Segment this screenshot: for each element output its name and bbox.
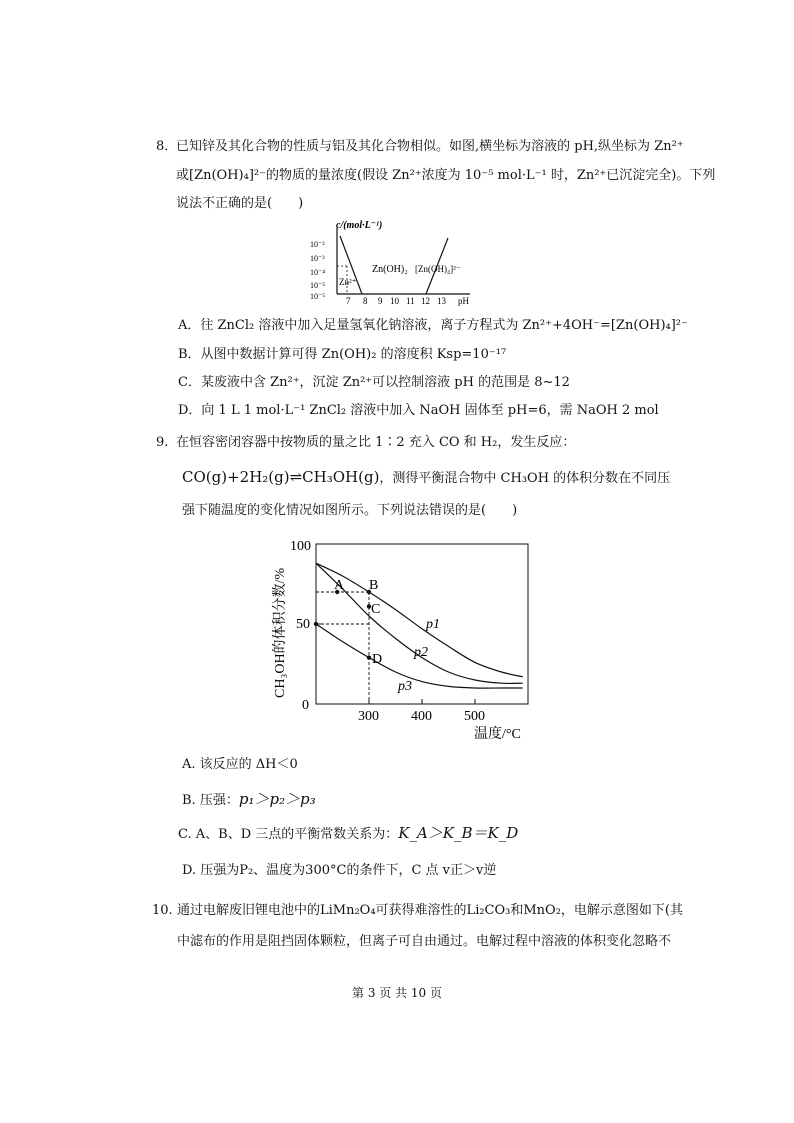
q9-methanol-chart xyxy=(262,530,540,745)
q8-option-a: A．往 ZnCl₂ 溶液中加入足量氢氧化钠溶液，离子方程式为 Zn²⁺+4OH⁻=[Zn(OH)₄]²⁻ xyxy=(178,318,688,333)
q9-ytick-100: 100 xyxy=(290,539,311,554)
q9-option-c xyxy=(178,824,518,844)
q8-ytick: 10⁻³ xyxy=(310,254,325,263)
q9-option-b xyxy=(182,790,316,810)
q9-equation: CO(g)+2H₂(g)⇌CH₃OH(g) xyxy=(182,468,380,486)
q9-point-label-d: D xyxy=(372,652,383,667)
q9-ytick-50: 50 xyxy=(296,617,310,632)
q9-xtick-300: 300 xyxy=(358,709,379,724)
q9-stem-line3: 强下随温度的变化情况如图所示。下列说法错误的是( ) xyxy=(182,503,518,518)
q8-stem-line1: 已知锌及其化合物的性质与铝及其化合物相似。如图,横坐标为溶液的 pH,纵坐标为 Zn²⁺ xyxy=(176,139,684,154)
q9-ytick-0: 0 xyxy=(302,698,309,713)
q10-line1: 通过电解废旧锂电池中的LiMn₂O₄可获得难溶性的Li₂CO₃和MnO₂，电解示意图如下(其 xyxy=(177,903,683,918)
q8-ytick: 10⁻⁵ xyxy=(310,281,326,290)
q8-label-zn: Zn²⁺ xyxy=(339,277,357,287)
q9-xtick-400: 400 xyxy=(411,709,432,724)
q9-ylabel: CH₃OH的体积分数/% xyxy=(273,567,288,698)
q9-xtick-500: 500 xyxy=(464,709,485,724)
q9-option-a: A. 该反应的 ΔH＜0 xyxy=(182,757,298,772)
q9-series-label-p1: p1 xyxy=(426,617,440,632)
q9-number: 9. xyxy=(156,435,169,450)
page-footer: 第 3 页 共 10 页 xyxy=(352,986,442,1000)
q9-point-label-a: A xyxy=(334,578,345,593)
q9-stem-line1: 在恒容密闭容器中按物质的量之比 1∶2 充入 CO 和 H₂，发生反应： xyxy=(176,435,576,450)
q8-xtick: 7 xyxy=(346,296,351,306)
q9-stem-line2 xyxy=(182,468,670,488)
q8-xtick: 9 xyxy=(378,296,383,306)
q8-xtick: 13 xyxy=(437,296,446,306)
q9-series-label-p3: p3 xyxy=(398,679,412,694)
q8-chart-ylabel: c/(mol·L⁻¹) xyxy=(336,220,383,231)
q10-line2: 中滤布的作用是阻挡固体颗粒，但离子可自由通过。电解过程中溶液的体积变化忽略不 xyxy=(177,934,672,949)
q8-xtick: 10 xyxy=(390,296,399,306)
q8-option-d: D．向 1 L 1 mol·L⁻¹ ZnCl₂ 溶液中加入 NaOH 固体至 pH=6，需 NaOH 2 mol xyxy=(178,403,659,418)
q9-curve-p2 xyxy=(316,563,523,683)
q8-number: 8． xyxy=(156,139,178,154)
q9-point-d xyxy=(367,655,371,659)
q8-stem-line3: 说法不正确的是( ) xyxy=(176,196,304,211)
q8-xlabel: pH xyxy=(458,296,469,306)
q9-option-d: D. 压强为P₂、温度为300°C的条件下，C 点 v正＞v逆 xyxy=(182,863,497,878)
q8-ytick: 10⁻⁵ xyxy=(310,292,326,301)
q8-stem-line2: 或[Zn(OH)₄]²⁻的物质的量浓度(假设 Zn²⁺浓度为 10⁻⁵ mol·L⁻¹ 时，Zn²⁺已沉淀完全)。下列 xyxy=(176,168,716,183)
q8-ytick: 10⁻⁴ xyxy=(310,268,326,277)
q9-series-label-p2: p2 xyxy=(414,645,428,660)
q8-xtick: 11 xyxy=(406,296,415,306)
q9-option-b-prefix: B. 压强： xyxy=(182,793,239,808)
q9-option-b-expr: p₁＞p₂＞p₃ xyxy=(238,790,316,808)
q8-xtick: 8 xyxy=(363,296,368,306)
q9-option-c-expr: K_A＞K_B＝K_D xyxy=(398,824,519,842)
q8-ytick: 10⁻² xyxy=(310,240,325,249)
q9-point-label-b: B xyxy=(369,578,379,593)
q9-option-c-prefix: C. A、B、D 三点的平衡常数关系为： xyxy=(178,827,399,842)
q9-stem-line2-tail: ，测得平衡混合物中 CH₃OH 的体积分数在不同压 xyxy=(379,471,671,486)
q10-number: 10. xyxy=(152,903,173,918)
q8-option-b: B．从图中数据计算可得 Zn(OH)₂ 的溶度积 Ksp=10⁻¹⁷ xyxy=(178,347,507,362)
q8-label-complex: [Zn(OH)₄]²⁻ xyxy=(415,264,461,274)
q8-option-c: C．某废液中含 Zn²⁺，沉淀 Zn²⁺可以控制溶液 pH 的范围是 8~12 xyxy=(178,375,570,390)
q9-point-label-c: C xyxy=(371,602,381,617)
q8-zinc-ph-chart xyxy=(300,214,490,310)
q8-xtick: 12 xyxy=(421,296,430,306)
q9-xlabel: 温度/°C xyxy=(474,727,521,742)
q8-label-znoh2: Zn(OH)₂ xyxy=(372,264,408,275)
